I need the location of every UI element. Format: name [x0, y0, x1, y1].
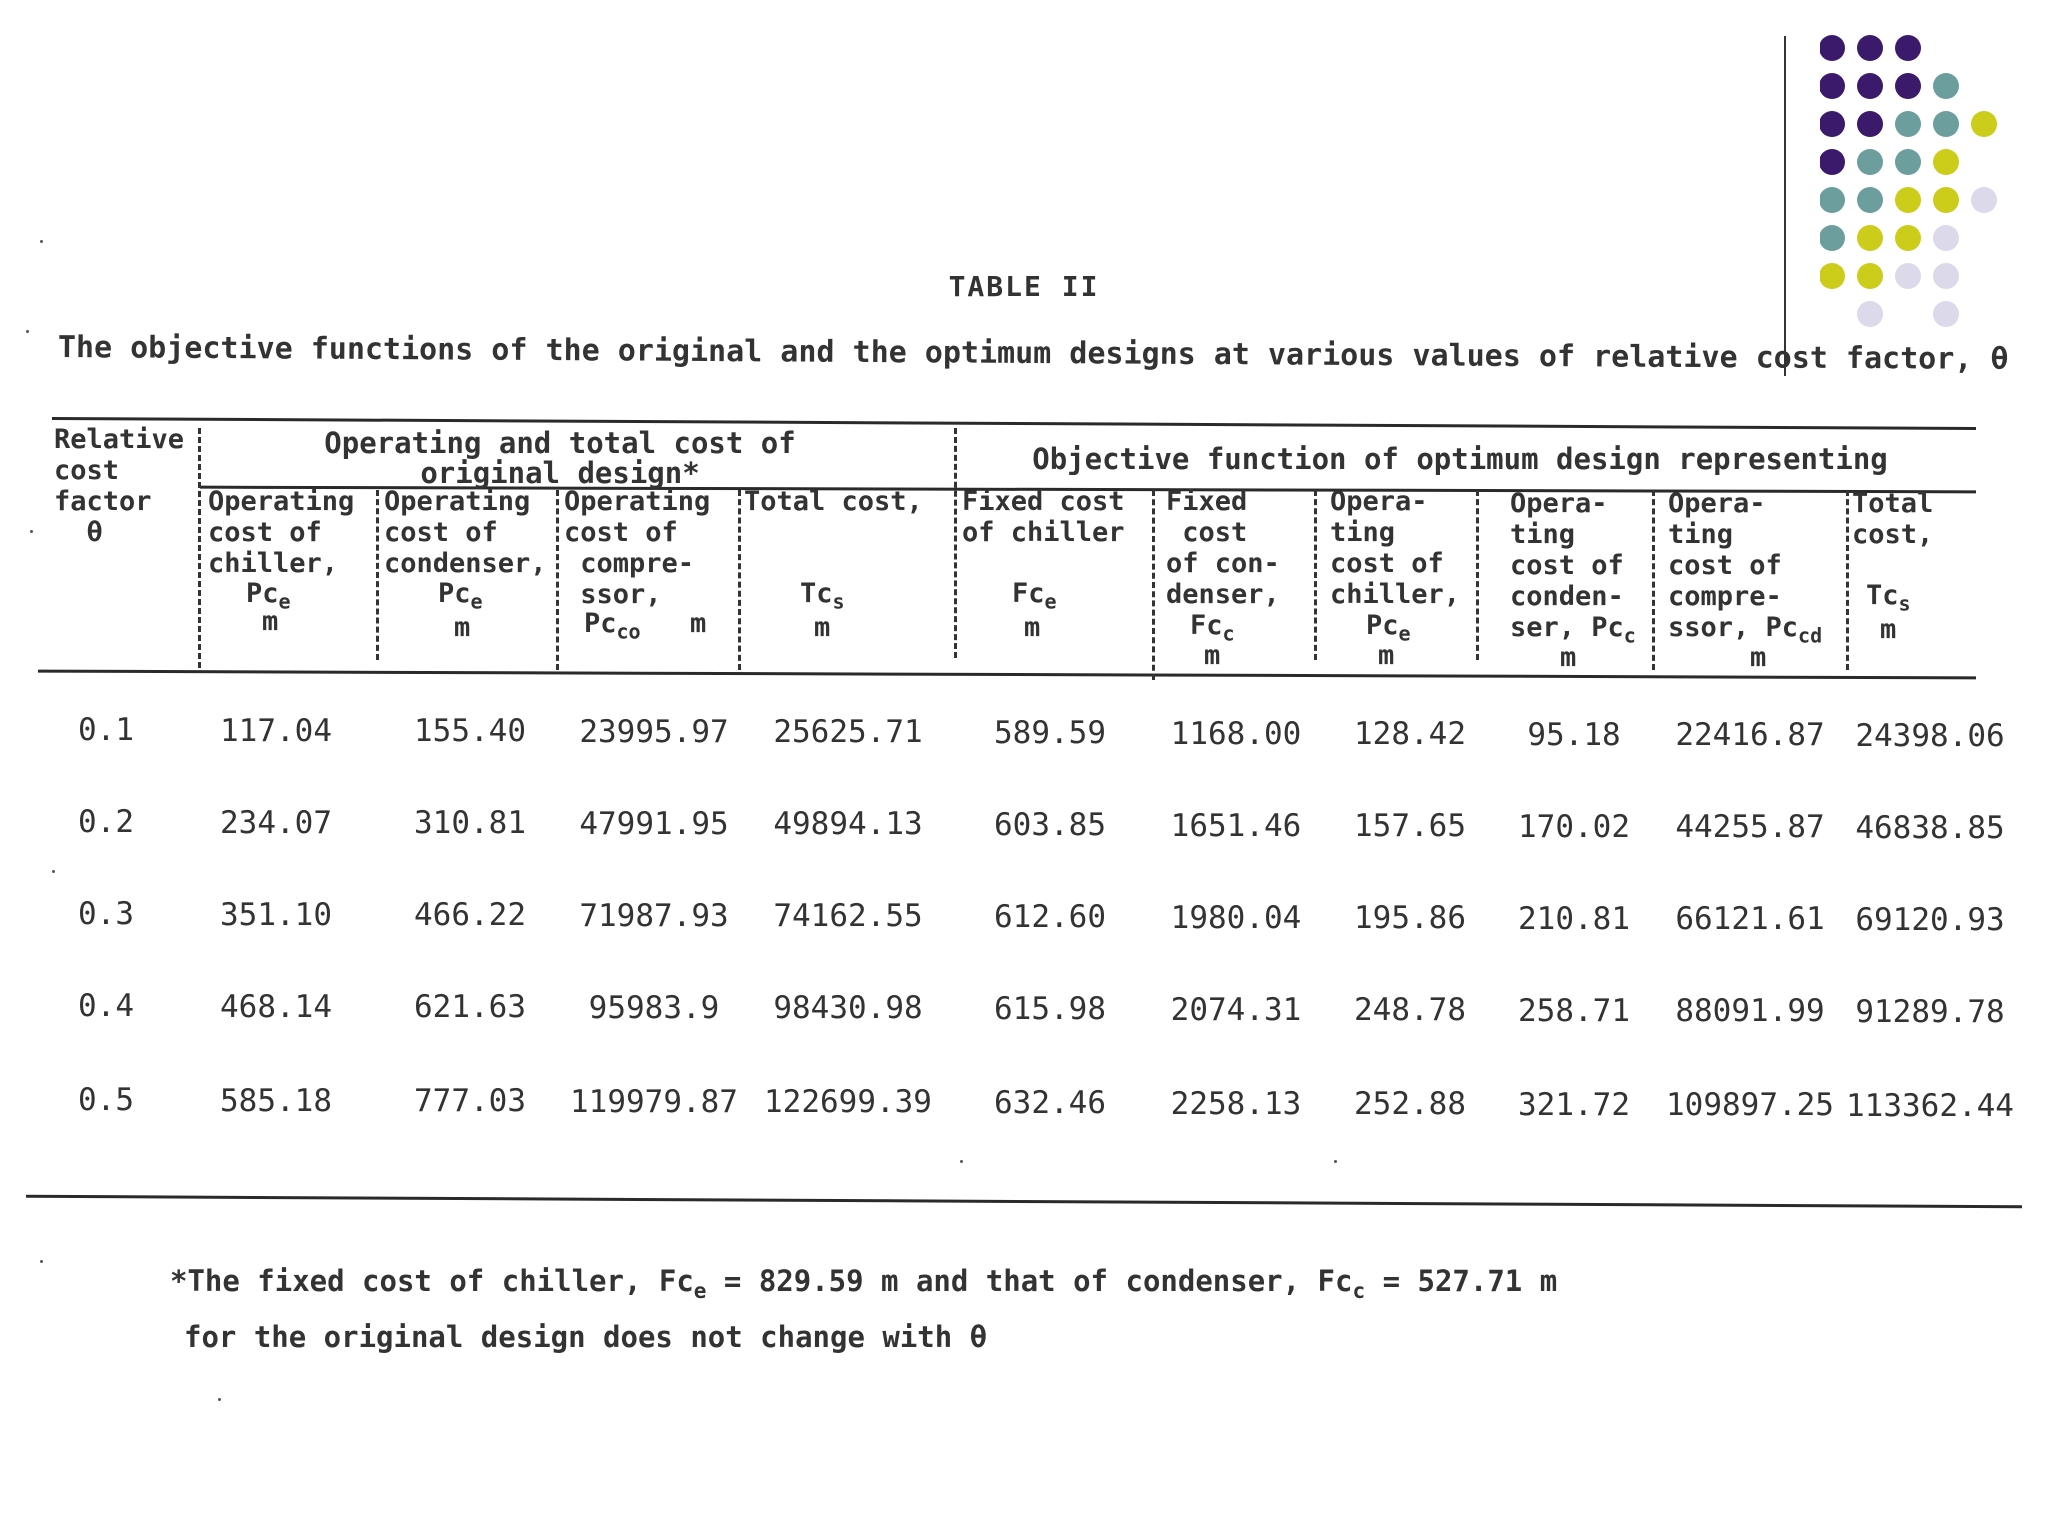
table-cell: 155.40 — [414, 713, 526, 750]
row-cost-factor-cell: 0.2 — [78, 804, 134, 840]
scan-speck — [218, 1398, 221, 1401]
decorative-dot — [1971, 187, 1997, 213]
decorative-dot — [1820, 111, 1845, 137]
scan-speck — [40, 240, 43, 243]
decorative-dot — [1857, 187, 1883, 213]
table-cell: 170.02 — [1518, 808, 1630, 845]
decorative-dot — [1895, 111, 1921, 137]
col-separator — [1152, 490, 1155, 680]
slide: TABLE II The objective functions of the original and the optimum designs at various values of relative cost factor, θ Relative cost factor θ Operating and total cost of original design* Objective function of optimum design representing Operating cost of chiller, $Pc_e$ m Operating cost of condenser, $Pc_e$ m Operating cost of compre- ssor, $Pc_{co}$ m Total cost, $Tc_s$ m Fixed cost of chiller $Fc_e$ m Fixed cost of con- denser, $Fc_c$ m Opera- ting cost of chiller, $Pc_e$ m Opera- ting cost of conden- ser, $Pc_c$ m Opera- ting cost of compre- ssor, $Pc_{cd}$ m Total cost, $Tc_s$ m 0.1 117.04 155.40 23995.97 25625.71 589.59 1168.00 128.42 95.18 22416.87 24398.06 0.2 234.07 310.81 47991.95 49894.13 603.85 1651.46 157.65 170.02 44255.87 46838.85 0.3 351.10 466.22 71987.93 74162.55 612.60 1980.04 195.86 210.81 66121.61 69120.93 0.4 468.14 621.63 95983.9 98430.98 615.98 2074.31 248.78 258.71 88091.99 91289.78 0.5 585.18 777.03 119979.87 122699.39 632.46 2258.13 252.88 321.72 109897.25 113362.44 *The fixed cost of chiller, $Fc_e = 829.59$ m and that of condenser, $Fc_c = 527.71$ m for the original design does not change with θ — [0, 0, 2048, 1536]
decorative-dot — [1933, 187, 1959, 213]
table-cell: 252.88 — [1354, 1086, 1466, 1123]
table-cell: 88091.99 — [1675, 993, 1825, 1030]
header-group-optimum: Objective function of optimum design representing — [1032, 442, 1888, 476]
row-cost-factor-cell: 0.4 — [78, 988, 134, 1024]
row-cost-factor-cell: 0.1 — [78, 712, 134, 748]
table-cell: 117.04 — [220, 712, 332, 749]
decorative-dot — [1857, 111, 1883, 137]
decorative-dot — [1857, 35, 1883, 61]
table-cell: 109897.25 — [1666, 1087, 1834, 1124]
col-separator — [376, 490, 379, 660]
table-cell: 46838.85 — [1855, 810, 2005, 846]
table-cell: 95.18 — [1527, 716, 1621, 753]
table-cell: 74162.55 — [773, 898, 923, 935]
decorative-dot — [1933, 225, 1959, 251]
table-cell: 1168.00 — [1170, 715, 1302, 752]
table-title: TABLE II — [948, 270, 1100, 303]
table-caption: The objective functions of the original and the optimum designs at various values of relative cost factor, θ — [57, 330, 2009, 377]
col-separator — [1314, 490, 1317, 660]
decorative-dot — [1895, 187, 1921, 213]
decorative-dot — [1820, 149, 1845, 175]
col-separator — [1846, 490, 1849, 670]
decorative-dot — [1857, 301, 1883, 327]
table-cell: 69120.93 — [1855, 902, 2005, 938]
table-cell: 2258.13 — [1170, 1085, 1302, 1122]
col-separator — [1652, 490, 1655, 670]
table-cell: 1980.04 — [1170, 899, 1302, 936]
table-cell: 234.07 — [220, 804, 332, 841]
footnote-line-1: *The fixed cost of chiller, $Fc_e = 829.59$ m and that of condenser, $Fc_c = 527.71$ m — [170, 1264, 1558, 1303]
col-separator — [198, 428, 201, 668]
table-cell: 195.86 — [1354, 900, 1466, 937]
table-cell: 603.85 — [994, 807, 1106, 843]
table-cell: 25625.71 — [773, 714, 923, 751]
table-cell: 98430.98 — [773, 990, 923, 1027]
footnote-line-2: for the original design does not change with θ — [184, 1320, 988, 1354]
table-cell: 66121.61 — [1675, 901, 1825, 938]
decorative-dot — [1820, 187, 1845, 213]
col-separator — [954, 428, 957, 658]
table-cell: 310.81 — [414, 805, 526, 842]
decorative-dot — [1895, 149, 1921, 175]
decorative-dot — [1933, 301, 1959, 327]
scan-speck — [26, 330, 29, 333]
table-cell: 777.03 — [414, 1083, 526, 1120]
table-cell: 91289.78 — [1855, 994, 2005, 1030]
col-separator — [556, 490, 559, 670]
decorative-dot — [1895, 73, 1921, 99]
table-cell: 621.63 — [414, 989, 526, 1026]
table-cell: 95983.9 — [588, 989, 720, 1026]
table-cell: 615.98 — [994, 991, 1106, 1027]
table-cell: 632.46 — [994, 1085, 1106, 1121]
decorative-dot — [1933, 73, 1959, 99]
table-cell: 210.81 — [1518, 900, 1630, 937]
decorative-dot — [1895, 35, 1921, 61]
table-cell: 157.65 — [1354, 808, 1466, 845]
table-cell: 23995.97 — [579, 713, 729, 750]
table-cell: 589.59 — [994, 715, 1106, 751]
decorative-dot — [1820, 35, 1845, 61]
decorative-dot — [1820, 225, 1845, 251]
table-cell: 468.14 — [220, 988, 332, 1025]
table-cell: 44255.87 — [1675, 809, 1825, 846]
scan-speck — [30, 530, 33, 533]
col-separator — [738, 490, 741, 670]
row-cost-factor-cell: 0.5 — [78, 1082, 134, 1118]
header-group-original: Operating and total cost of original design* — [324, 426, 796, 490]
table-cell: 22416.87 — [1675, 717, 1825, 754]
table-cell: 122699.39 — [764, 1084, 932, 1121]
table-cell: 351.10 — [220, 896, 332, 933]
table-bottom-rule — [26, 1195, 2022, 1208]
table-cell: 466.22 — [414, 897, 526, 934]
header-bottom-rule — [38, 670, 1976, 680]
table-cell: 113362.44 — [1846, 1088, 2014, 1124]
decorative-dot — [1820, 73, 1845, 99]
table-cell: 1651.46 — [1170, 807, 1302, 844]
decorative-dot — [1933, 111, 1959, 137]
decorative-dot — [1933, 149, 1959, 175]
table-cell: 24398.06 — [1855, 718, 2005, 754]
decorative-dot — [1857, 73, 1883, 99]
table-cell: 119979.87 — [570, 1083, 738, 1120]
decorative-vertical-line — [1784, 36, 1786, 376]
scan-speck — [960, 1160, 963, 1163]
table-cell: 49894.13 — [773, 806, 923, 843]
table-cell: 71987.93 — [579, 897, 729, 934]
scan-speck — [1334, 1160, 1337, 1163]
scan-speck — [40, 1260, 43, 1263]
table-cell: 585.18 — [220, 1082, 332, 1119]
scan-speck — [52, 870, 55, 873]
decorative-dot — [1857, 149, 1883, 175]
decorative-dot — [1857, 225, 1883, 251]
table-cell: 2074.31 — [1170, 991, 1302, 1028]
table-cell: 258.71 — [1518, 992, 1630, 1029]
row-cost-factor-cell: 0.3 — [78, 896, 134, 932]
decorative-dot — [1971, 111, 1997, 137]
table-cell: 47991.95 — [579, 805, 729, 842]
table-cell: 612.60 — [994, 899, 1106, 935]
table-cell: 248.78 — [1354, 992, 1466, 1029]
table-cell: 321.72 — [1518, 1086, 1630, 1123]
col-separator — [1476, 490, 1479, 660]
decorative-dot — [1895, 225, 1921, 251]
table-cell: 128.42 — [1354, 716, 1466, 753]
header-relative-cost-factor: Relative cost factor θ — [54, 424, 185, 548]
